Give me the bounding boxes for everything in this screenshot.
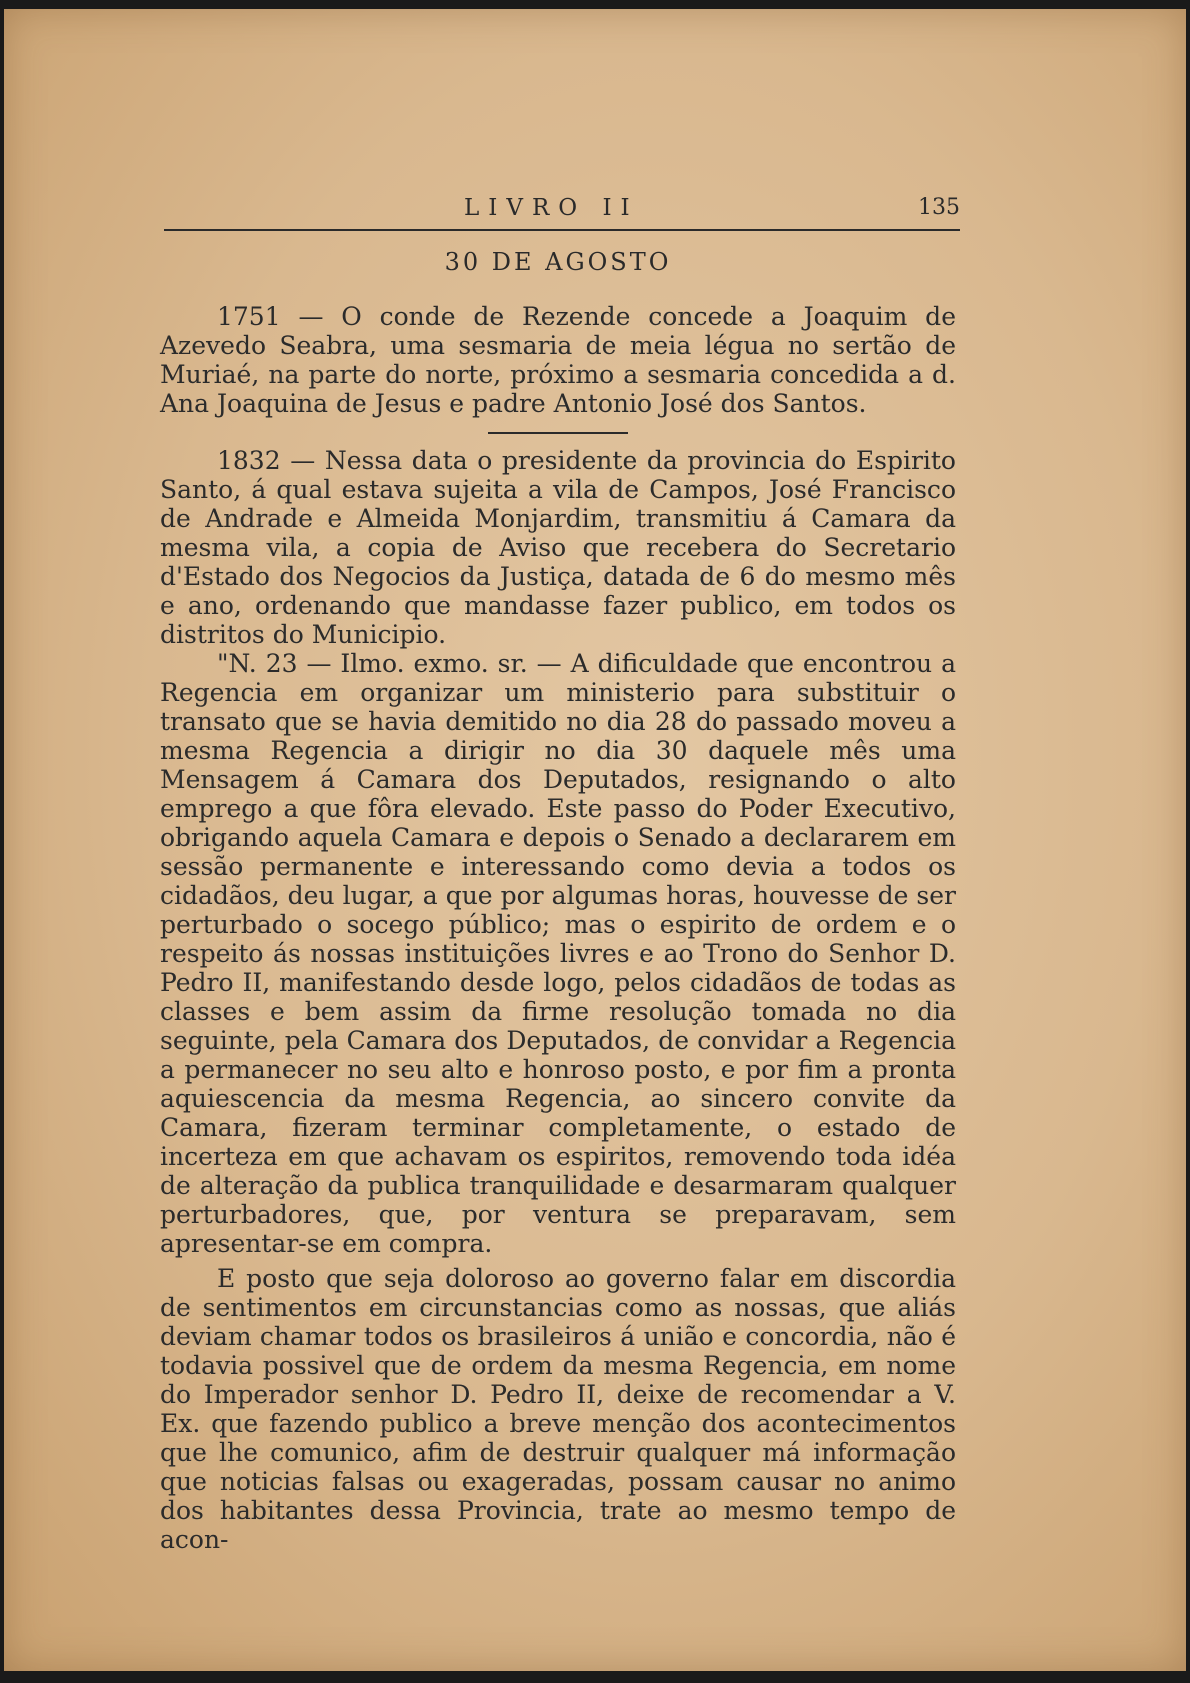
page-header bbox=[164, 195, 960, 231]
entry-1751: 1751 — O conde de Rezende concede a Joaquim de Azevedo Seabra, uma sesmaria de meia légua no sertão de Muriaé, na parte do norte, próximo a sesmaria concedida a d. Ana Joaquina de Jesus e padre Antonio José dos Santos. bbox=[160, 302, 956, 418]
quoted-aviso-continuation: E posto que seja doloroso ao governo falar em discordia de sentimentos em circunstancias como as nossas, que aliás deviam chamar todos os brasileiros á união e concordia, não é todavia possivel que de ordem da mesma Regencia, em nome do Imperador senhor D. Pedro II, deixe de recomendar a V. Ex. que fazendo publico a breve menção dos acontecimentos que lhe comunico, afim de destruir qualquer má informação que noticias falsas ou exageradas, possam causar no animo dos habitantes dessa Provincia, trate ao mesmo tempo de acon- bbox=[160, 1264, 956, 1554]
quoted-aviso-paragraph: "N. 23 — Ilmo. exmo. sr. — A dificuldade que encontrou a Regencia em organizar um ministerio para substituir o transato que se havia demitido no dia 28 do passado moveu a mesma Regencia a dirigir no dia 30 daquele mês uma Mensagem á Camara dos Deputados, resignando o alto emprego a que fôra elevado. Este passo do Poder Executivo, obrigando aquela Camara e depois o Senado a declararem em sessão permanente e interessando como devia a todos os cidadãos, deu lugar, a que por algumas horas, houvesse de ser perturbado o socego público; mas o espirito de ordem e o respeito ás nossas instituições livres e ao Trono do Senhor D. Pedro II, manifestando desde logo, pelos cidadãos de todas as classes e bem assim da firme resolução tomada no dia seguinte, pela Camara dos Deputados, de convidar a Regencia a permanecer no seu alto e honroso posto, e por fim a pronta aquiescencia da mesma Regencia, ao sincero convite da Camara, fizeram terminar completamente, o estado de incerteza em que achavam os espiritos, removendo toda idéa de alteração da publica tranquilidade e desarmaram qualquer perturbadores, que, por ventura se preparavam, sem apresentar-se em compra. bbox=[160, 649, 956, 1258]
running-head: LIVRO II bbox=[464, 195, 639, 221]
body-text bbox=[160, 302, 956, 1554]
entry-1832: 1832 — Nessa data o presidente da provincia do Espirito Santo, á qual estava sujeita a vila de Campos, José Francisco de Andrade e Almeida Monjardim, transmitiu á Camara da mesma vila, a copia de Aviso que recebera do Secretario d'Estado dos Negocios da Justiça, datada de 6 do mesmo mês e ano, ordenando que mandasse fazer publico, em todos os distritos do Municipio. bbox=[160, 446, 956, 649]
date-title: 30 DE AGOSTO bbox=[444, 248, 672, 276]
entry-separator bbox=[488, 432, 628, 434]
page-number: 135 bbox=[918, 195, 960, 220]
